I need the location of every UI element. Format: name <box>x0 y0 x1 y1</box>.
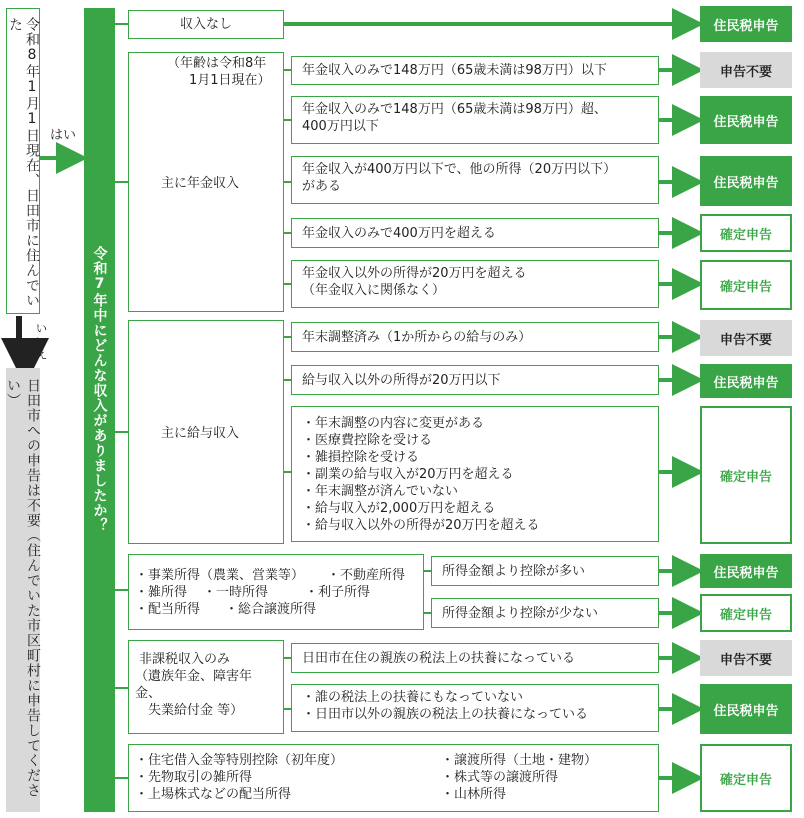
main-question-text: 令和7年中にどんな収入がありましたか？ <box>91 246 108 533</box>
result-label: 住民税申告 <box>713 375 779 391</box>
business-row-2-text: 所得金額より控除が少ない <box>442 606 599 621</box>
result-business-1 <box>700 554 792 588</box>
other-item: ・先物取引の雑所得 <box>135 770 253 785</box>
no-result-box <box>6 368 40 812</box>
business-item: ・事業所得（農業、営業等） <box>135 568 305 583</box>
pension-row-3-line2: がある <box>302 179 342 194</box>
no-income-box <box>128 10 284 39</box>
result-pension-3 <box>700 156 792 206</box>
pension-row-5-line1: 年金収入以外の所得が20万円を超える <box>302 266 527 281</box>
nontax-row-2-line1: ・誰の税法上の扶養にもなっていない <box>302 690 524 705</box>
salary-row-2-text: 給与収入以外の所得が20万円以下 <box>302 373 501 388</box>
salary-category-box <box>128 320 284 544</box>
pension-row-1 <box>291 56 659 85</box>
result-business-2 <box>700 594 792 632</box>
salary-row-1 <box>291 322 659 352</box>
result-label: 住民税申告 <box>713 114 779 130</box>
other-item: ・譲渡所得（土地・建物） <box>441 753 598 768</box>
result-label: 確定申告 <box>719 279 772 295</box>
business-item: ・配当所得 <box>135 602 201 617</box>
result-label: 確定申告 <box>719 469 772 485</box>
nontax-line2: （遺族年金、障害年金、 <box>135 669 253 701</box>
start-question-box <box>6 8 40 314</box>
pension-row-2 <box>291 96 659 144</box>
result-other <box>700 744 792 812</box>
pension-note-line1: （年齢は令和8年 <box>167 56 267 71</box>
result-salary-2 <box>700 364 792 398</box>
result-nontax-1 <box>700 640 792 676</box>
salary-list-item: ・給与収入が2,000万円を超える <box>302 501 496 516</box>
nontax-row-2 <box>291 684 659 732</box>
business-row-1-text: 所得金額より控除が多い <box>442 564 586 579</box>
pension-note-line2: 1月1日現在） <box>189 73 271 88</box>
business-item: ・雑所得 <box>135 585 188 600</box>
result-salary-list <box>700 406 792 544</box>
result-label: 申告不要 <box>719 652 772 668</box>
salary-list-item: ・医療費控除を受ける <box>302 433 433 448</box>
nontax-line1: 非課税収入のみ <box>139 652 231 667</box>
business-category-box <box>128 554 424 630</box>
pension-row-3-line1: 年金収入が400万円以下で、他の所得（20万円以下） <box>302 162 617 177</box>
result-no-income <box>700 6 792 42</box>
result-pension-5 <box>700 260 792 310</box>
nontax-line3: 失業給付金 等） <box>135 703 244 718</box>
main-question-bar <box>84 8 115 812</box>
pension-category-label: 主に年金収入 <box>161 176 240 191</box>
result-label: 確定申告 <box>719 607 772 623</box>
pension-row-1-text: 年金収入のみで148万円（65歳未満は98万円）以下 <box>302 63 607 78</box>
pension-category-box <box>128 52 284 312</box>
salary-list-box <box>291 406 659 542</box>
result-salary-1 <box>700 320 792 356</box>
pension-row-5-line2: （年金収入に関係なく） <box>302 283 446 298</box>
salary-list-item: ・雑損控除を受ける <box>302 450 420 465</box>
answer-no-label: いいえ <box>34 322 48 361</box>
salary-row-2 <box>291 365 659 395</box>
other-category-box <box>128 744 659 812</box>
result-label: 申告不要 <box>719 332 772 348</box>
salary-list-item: ・年末調整の内容に変更がある <box>302 416 485 431</box>
pension-row-5 <box>291 260 659 308</box>
nontax-row-1 <box>291 643 659 673</box>
answer-yes-label: はい <box>50 128 77 143</box>
result-label: 確定申告 <box>719 227 772 243</box>
result-label: 住民税申告 <box>713 18 779 34</box>
result-label: 確定申告 <box>719 772 772 788</box>
other-item: ・上場株式などの配当所得 <box>135 787 292 802</box>
result-label: 申告不要 <box>719 64 772 80</box>
business-item: ・総合譲渡所得 <box>225 602 317 617</box>
salary-list-item: ・副業の給与収入が20万円を超える <box>302 467 514 482</box>
start-question-text: 令和8年1月1日現在、日田市に住んでいた <box>7 17 40 308</box>
result-pension-4 <box>700 214 792 252</box>
pension-row-2-line2: 400万円以下 <box>302 119 379 134</box>
no-income-label: 収入なし <box>179 17 232 32</box>
salary-category-label: 主に給与収入 <box>161 426 240 441</box>
nontax-category-box <box>128 640 284 734</box>
nontax-row-2-line2: ・日田市以外の親族の税法上の扶養になっている <box>302 707 589 722</box>
business-item: ・利子所得 <box>305 585 371 600</box>
business-row-2 <box>431 598 659 628</box>
other-item: ・山林所得 <box>441 787 507 802</box>
other-item: ・株式等の譲渡所得 <box>441 770 559 785</box>
salary-row-1-text: 年末調整済み（1か所からの給与のみ） <box>302 330 532 345</box>
other-item: ・住宅借入金等特別控除（初年度） <box>135 753 344 768</box>
business-row-1 <box>431 556 659 586</box>
result-label: 住民税申告 <box>713 703 779 719</box>
business-item: ・不動産所得 <box>327 568 406 583</box>
salary-list-item: ・給与収入以外の所得が20万円を超える <box>302 518 540 533</box>
result-pension-2 <box>700 96 792 144</box>
result-label: 住民税申告 <box>713 565 779 581</box>
salary-list-item: ・年末調整が済んでいない <box>302 484 459 499</box>
pension-row-3 <box>291 156 659 204</box>
business-item: ・一時所得 <box>203 585 269 600</box>
no-result-text: 日田市への申告は不要（住んでいた市区町村に申告してください） <box>5 378 41 798</box>
result-nontax-2 <box>700 684 792 734</box>
pension-row-4 <box>291 218 659 248</box>
pension-row-4-text: 年金収入のみで400万円を超える <box>302 226 496 241</box>
result-label: 住民税申告 <box>713 175 779 191</box>
result-pension-1 <box>700 52 792 88</box>
nontax-row-1-text: 日田市在住の親族の税法上の扶養になっている <box>302 651 576 666</box>
pension-row-2-line1: 年金収入のみで148万円（65歳未満は98万円）超、 <box>302 102 607 117</box>
